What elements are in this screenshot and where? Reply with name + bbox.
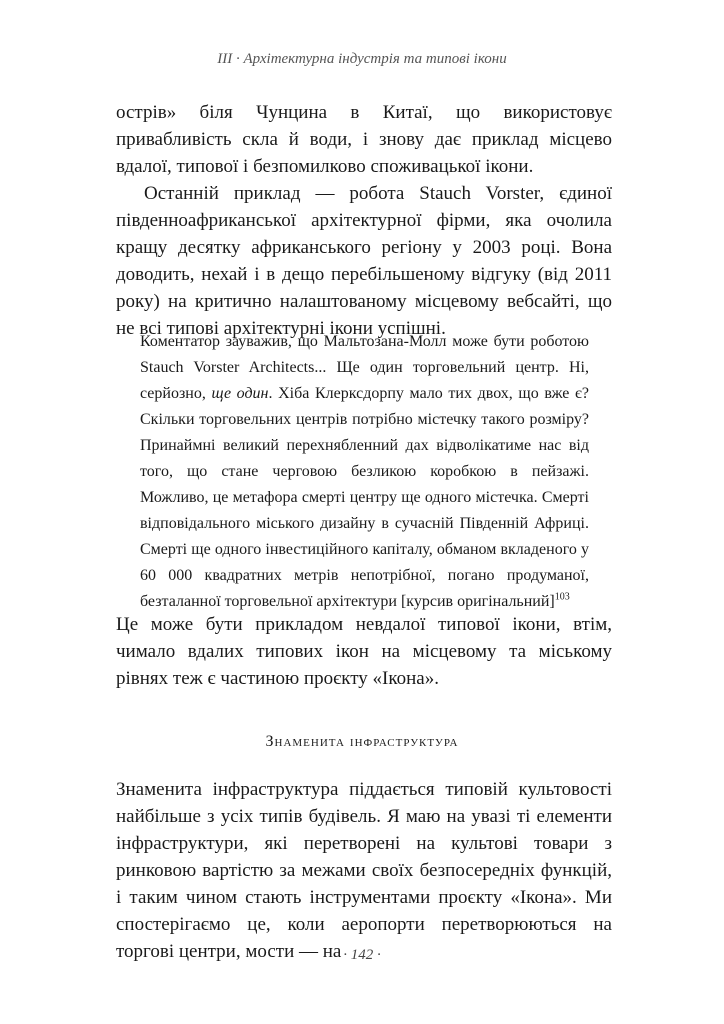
quote-text-start: Коментатор зауважив, що Мальтозана-Молл може бути роботою Stauch Vorster Architects... Ще один торговельний центр. Ні, серйозно,	[140, 333, 589, 402]
footnote-reference: 103	[554, 591, 570, 603]
paragraph-unsuccessful-icon: Це може бути прикладом невдалої типової ікони, втім, чимало вдалих типових ікон на місцевому та міському рівнях теж є частиною проєкту «Ікона».	[116, 614, 612, 689]
paragraph-infrastructure: Знаменита інфраструктура піддається типовій культовості найбільше з усіх типів будівель. Я маю на увазі ті елементи інфраструктури, які перетворені на культові товари з ринковою вартістю за межами своїх безпосередніх функцій, і таким чином стають інструментами проєкту «Ікона». Ми спостерігаємо це, коли аеропорти перетворюються на торгові центри, мости — на	[116, 779, 612, 962]
paragraph-stauch-vorster: Останній приклад — робота Stauch Vorster, єдиної південноафриканської архітектурної фірми, яка очолила кращу десятку африканського регіону у 2003 році. Вона доводить, нехай і в дещо перебільшеному відгуку (від 2011 року) на критично налаштованому місцевому вебсайті, що не всі типові архітектурні ікони успішні.	[116, 183, 612, 339]
page-number: · 142 ·	[343, 947, 381, 963]
quote-text-end: . Хіба Клерксдорпу мало тих двох, що вже є? Скільки торговельних центрів потрібно містечку такого розміру? Принаймні великий перехнябленний дах відволікатиме нас від того, що стане черговою безликою коробкою в пейзажі. Можливо, це метафора смерті центру ще одного містечка. Смерті відповідального міського дизайну в сучасній Південній Африці. Смерті ще одного інвестиційного капіталу, обманом вкладеного у 60 000 квадратних метрів непотрібної, погано продуманої, безталанної торговельної архітектури [курсив оригінальний]	[140, 385, 589, 610]
quote-italic-emphasis: ще один	[211, 385, 269, 402]
paragraph-continuation: острів» біля Чунцина в Китаї, що використовує привабливість скла й води, і знову дає приклад місцево вдалої, типової і безпомилково споживацької ікони.	[116, 102, 612, 177]
block-quote	[140, 329, 589, 615]
running-head: III · Архітектурна індустрія та типові ікони	[217, 51, 507, 67]
section-heading: Знаменита інфраструктура	[265, 733, 459, 750]
